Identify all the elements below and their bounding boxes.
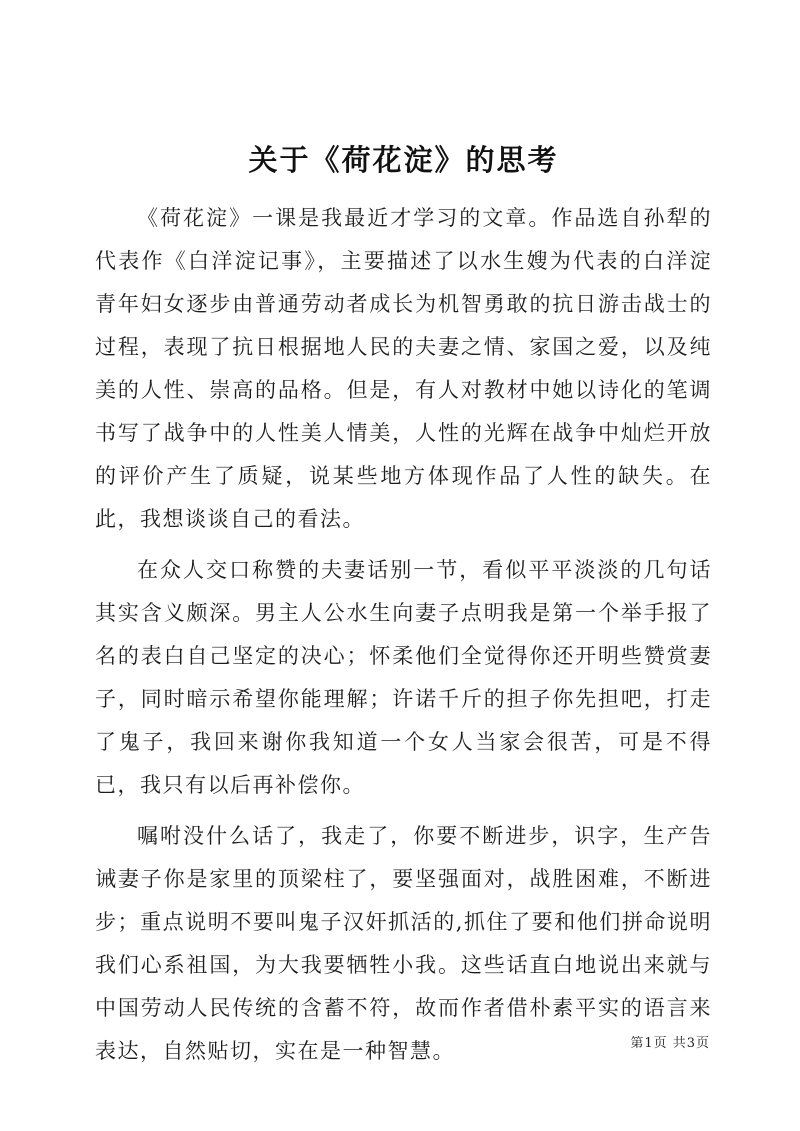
- page-number-footer: 第1页 共3页: [630, 1036, 710, 1051]
- paragraph: 嘱咐没什么话了，我走了，你要不断进步，识字，生产告诫妻子你是家里的顶梁柱了，要坚强面对，战胜困难，不断进步；重点说明不要叫鬼子汉奸抓活的,抓住了要和他们拼命说明我们心系祖国，为大我要牺牲小我。这些话直白地说出来就与中国劳动人民传统的含蓄不符，故而作者借朴素平实的语言来表达，自然贴切，实在是一种智慧。: [95, 824, 712, 1063]
- paragraph: 在众人交口称赞的夫妻话别一节，看似平平淡淡的几句话其实含义颇深。男主人公水生向妻子点明我是第一个举手报了名的表白自己坚定的决心；怀柔他们全觉得你还开明些赞赏妻子，同时暗示希望你能理解；许诺千斤的担子你先担吧，打走了鬼子，我回来谢你我知道一个女人当家会很苦，可是不得已，我只有以后再补偿你。: [95, 558, 712, 797]
- paragraph: 《荷花淀》一课是我最近才学习的文章。作品选自孙犁的代表作《白洋淀记事》，主要描述了以水生嫂为代表的白洋淀青年妇女逐步由普通劳动者成长为机智勇敢的抗日游击战士的过程，表现了抗日根据地人民的夫妻之情、家国之爱，以及纯美的人性、崇高的品格。但是，有人对教材中她以诗化的笔调书写了战争中的人性美人情美，人性的光辉在战争中灿烂开放的评价产生了质疑，说某些地方体现作品了人性的缺失。在此，我想谈谈自己的看法。: [95, 206, 712, 531]
- page-title: 关于《荷花淀》的思考: [248, 143, 559, 177]
- document-content: [95, 138, 712, 1081]
